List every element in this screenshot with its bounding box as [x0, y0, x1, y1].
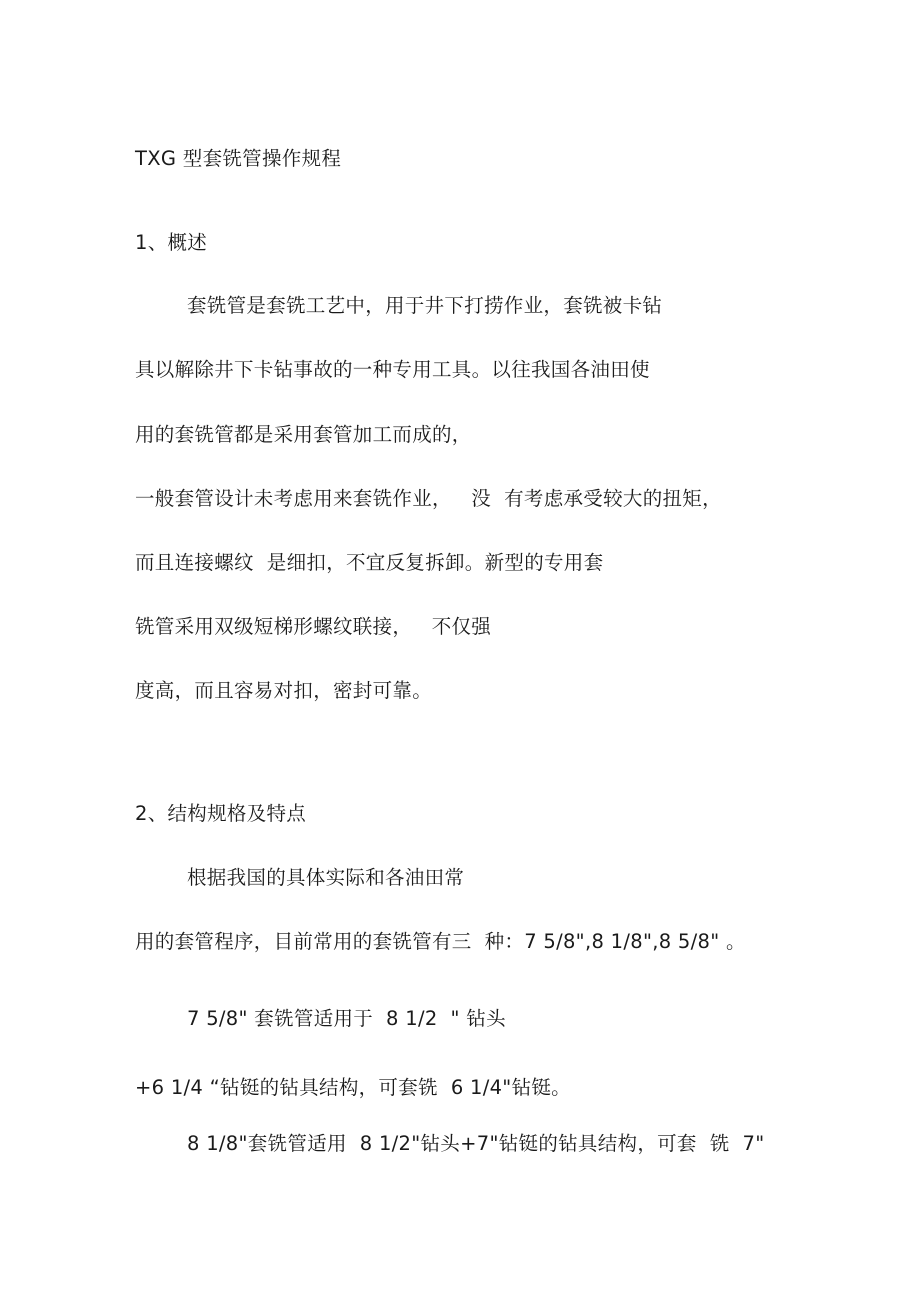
section-heading-overview: 1、概述 [135, 231, 208, 254]
paragraph-line: 一般套管设计未考虑用来套铣作业， 没 有考虑承受较大的扭矩， [135, 487, 722, 510]
paragraph-line: 8 1/8"套铣管适用 8 1/2"钻头+7"钻铤的钻具结构，可套 铣 7" [187, 1132, 765, 1155]
document-title: TXG 型套铣管操作规程 [135, 147, 342, 170]
paragraph-line: 7 5/8" 套铣管适用于 8 1/2 " 钻头 [187, 1007, 506, 1030]
paragraph-line: 具以解除井下卡钻事故的一种专用工具。以往我国各油田使 [135, 358, 650, 381]
paragraph-line: +6 1/4 “钻铤的钻具结构，可套铣 6 1/4"钻铤。 [135, 1076, 571, 1099]
section-heading-structure: 2、结构规格及特点 [135, 802, 307, 825]
paragraph-line: 根据我国的具体实际和各油田常 [187, 866, 465, 889]
paragraph-line: 而且连接螺纹 是细扣，不宜反复拆卸。新型的专用套 [135, 551, 604, 574]
paragraph-line: 铣管采用双级短梯形螺纹联接， 不仅强 [135, 615, 492, 638]
paragraph-line: 用的套管程序，目前常用的套铣管有三 种：7 5/8",8 1/8",8 5/8" 。 [135, 930, 746, 953]
paragraph-line: 度高，而且容易对扣，密封可靠。 [135, 679, 433, 702]
paragraph-line: 套铣管是套铣工艺中，用于井下打捞作业，套铣被卡钻 [187, 294, 663, 317]
paragraph-line: 用的套铣管都是采用套管加工而成的， [135, 423, 472, 446]
